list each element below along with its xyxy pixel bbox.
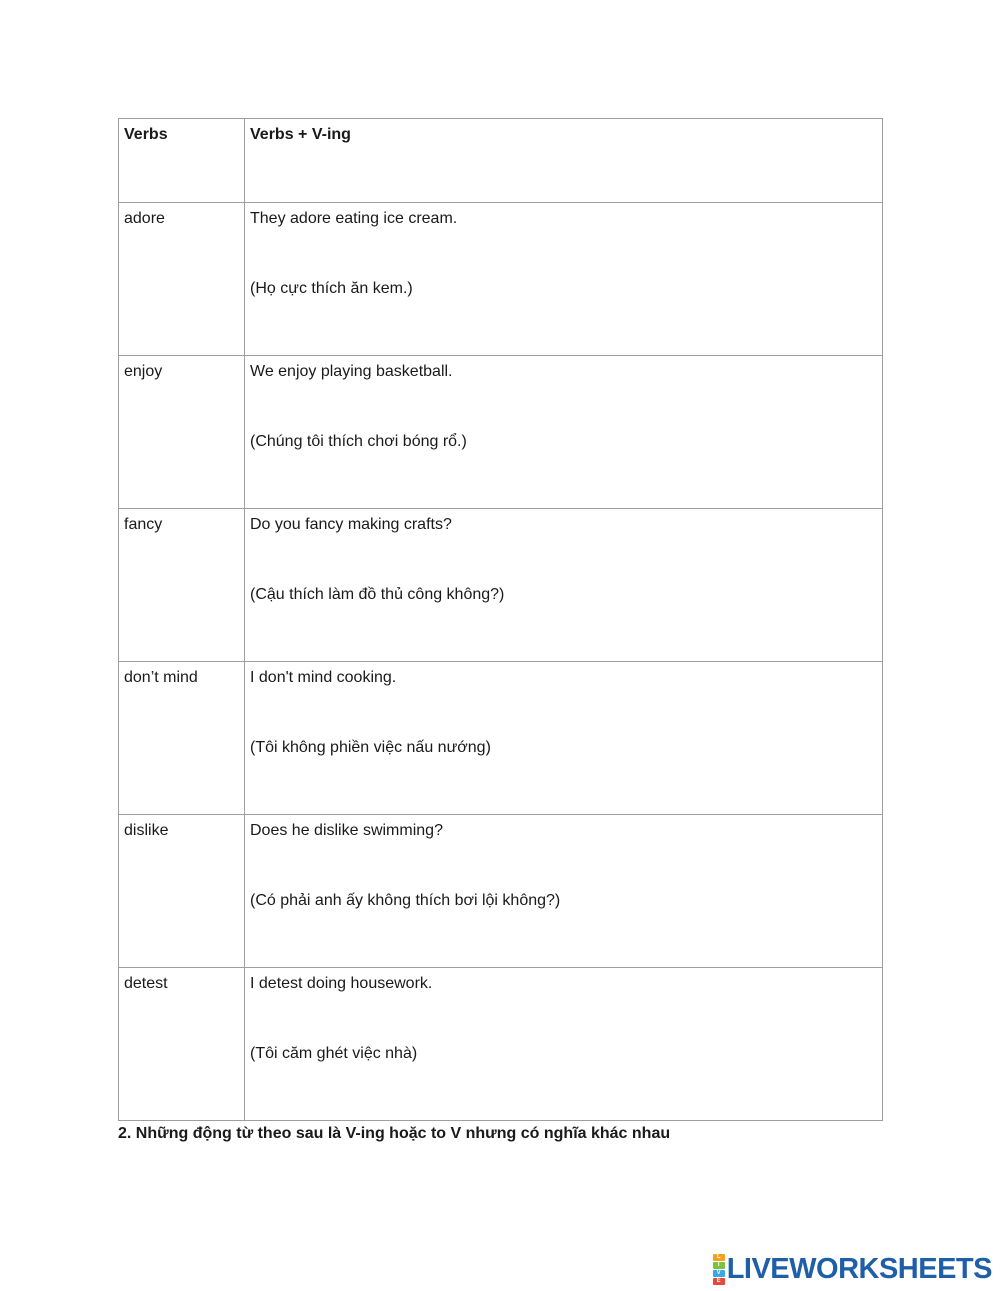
logo-block: V [713, 1270, 725, 1277]
example-sentence: We enjoy playing basketball. [250, 363, 453, 380]
example-cell [245, 203, 883, 356]
header-verbs: Verbs [119, 119, 245, 203]
verb-cell: dislike [119, 815, 245, 968]
table-row [119, 968, 883, 1121]
logo-block: E [713, 1278, 725, 1285]
example-sentence: Do you fancy making crafts? [250, 516, 452, 533]
section-heading: 2. Những động từ theo sau là V-ing hoặc to V nhưng có nghĩa khác nhau [118, 1125, 671, 1142]
verb-cell: detest [119, 968, 245, 1121]
translation-sentence: (Chúng tôi thích chơi bóng rổ.) [250, 433, 467, 450]
table-row [119, 815, 883, 968]
logo-text: LIVEWORKSHEETS [726, 1253, 992, 1285]
verb-cell: fancy [119, 509, 245, 662]
translation-sentence: (Cậu thích làm đồ thủ công không?) [250, 586, 505, 603]
example-sentence: Does he dislike swimming? [250, 822, 443, 839]
translation-sentence: (Tôi không phiền việc nấu nướng) [250, 739, 491, 756]
example-cell [245, 356, 883, 509]
example-cell [245, 509, 883, 662]
example-cell [245, 815, 883, 968]
translation-sentence: (Họ cực thích ăn kem.) [250, 280, 413, 297]
table-row [119, 356, 883, 509]
verb-cell: enjoy [119, 356, 245, 509]
table-header-row [119, 119, 883, 203]
example-cell [245, 662, 883, 815]
example-sentence: I detest doing housework. [250, 975, 433, 992]
translation-sentence: (Có phải anh ấy không thích bơi lội không?) [250, 892, 561, 909]
example-cell [245, 968, 883, 1121]
liveworksheets-logo [713, 1253, 992, 1285]
header-verbs-ving: Verbs + V-ing [245, 119, 883, 203]
table-row [119, 662, 883, 815]
table-row [119, 509, 883, 662]
verb-table [118, 118, 883, 1121]
logo-blocks-icon [713, 1254, 725, 1285]
table-row [119, 203, 883, 356]
verb-cell: adore [119, 203, 245, 356]
example-sentence: I don't mind cooking. [250, 669, 397, 686]
logo-block: I [713, 1262, 725, 1269]
logo-block: L [713, 1254, 725, 1261]
translation-sentence: (Tôi căm ghét việc nhà) [250, 1045, 418, 1062]
example-sentence: They adore eating ice cream. [250, 210, 458, 227]
verb-cell: don’t mind [119, 662, 245, 815]
